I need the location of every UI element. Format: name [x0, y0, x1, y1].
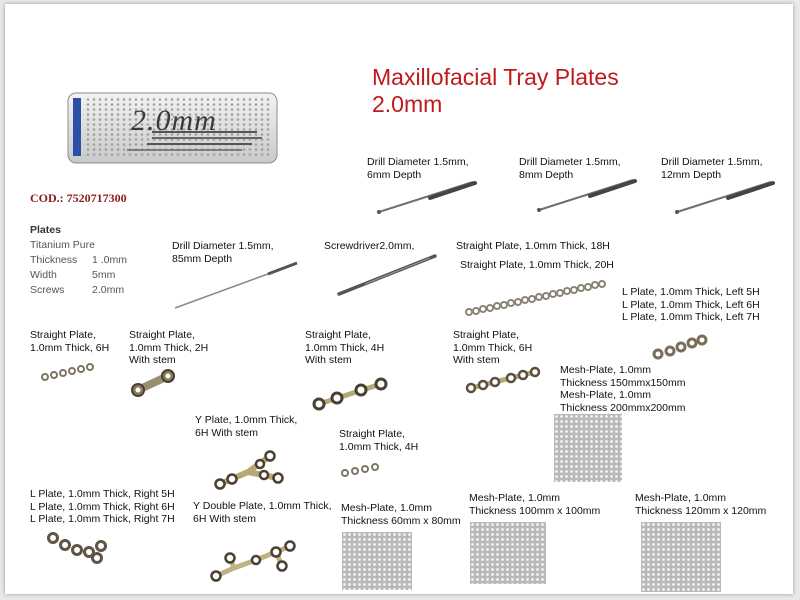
- drill-8mm-image: [535, 174, 645, 214]
- mesh-100-image: [470, 522, 548, 584]
- mesh-120-image: [641, 522, 723, 592]
- drill-8mm-label: Drill Diameter 1.5mm, 8mm Depth: [519, 156, 621, 181]
- mesh-150-200-image: [554, 414, 624, 484]
- mesh-100-label: Mesh-Plate, 1.0mm Thickness 100mm x 100mm: [469, 492, 601, 517]
- spec-row: Thickness 1 .0mm: [30, 254, 128, 266]
- drill-6mm-image: [375, 176, 485, 216]
- specs-heading: Plates: [30, 224, 61, 236]
- plate-specs: [30, 223, 127, 298]
- straight-plate-18h-20h-image: [463, 280, 613, 320]
- straight-4h-stem-image: [311, 374, 391, 414]
- straight-20h-label: Straight Plate, 1.0mm Thick, 20H: [460, 259, 614, 271]
- screwdriver-image: [335, 250, 445, 300]
- straight-4h-stem-label: Straight Plate, 1.0mm Thick, 4H With stem: [305, 329, 385, 366]
- tray-image: [67, 92, 278, 164]
- straight-2h-stem-image: [130, 366, 180, 398]
- drill-85mm-label: Drill Diameter 1.5mm, 85mm Depth: [172, 240, 274, 265]
- straight-6h-stem-image: [465, 366, 545, 396]
- specs-material: Titanium Pure: [30, 239, 95, 251]
- straight-2h-stem-label: Straight Plate, 1.0mm Thick, 2H With stem: [129, 329, 209, 366]
- straight-4h-image: [340, 460, 385, 480]
- y-double-plate-label: Y Double Plate, 1.0mm Thick, 6H With stem: [193, 500, 332, 525]
- tray-label: 2.0mm: [131, 104, 217, 137]
- straight-6h-image: [40, 362, 100, 382]
- l-plate-left-label: L Plate, 1.0mm Thick, Left 5H L Plate, 1.0mm Thick, Left 6H L Plate, 1.0mm Thick, Left 7H: [622, 286, 760, 323]
- drill-6mm-label: Drill Diameter 1.5mm, 6mm Depth: [367, 156, 469, 181]
- y-double-plate-image: [210, 540, 300, 585]
- title-line-1: Maxillofacial Tray Plates: [372, 64, 619, 90]
- product-code: COD.: 7520717300: [30, 191, 127, 205]
- drill-12mm-image: [673, 176, 783, 216]
- mesh-60-80-image: [342, 532, 414, 592]
- page-title: [372, 64, 619, 118]
- mesh-150-200-label: Mesh-Plate, 1.0mm Thickness 150mmx150mm Mesh-Plate, 1.0mm Thickness 200mmx200mm: [560, 364, 686, 414]
- straight-6h-stem-label: Straight Plate, 1.0mm Thick, 6H With stem: [453, 329, 533, 366]
- title-line-2: 2.0mm: [372, 91, 443, 117]
- drill-85mm-image: [173, 260, 303, 310]
- l-plate-left-image: [650, 334, 710, 364]
- l-plate-right-image: [45, 530, 115, 570]
- spec-row: Screws 2.0mm: [30, 284, 125, 296]
- y-plate-label: Y Plate, 1.0mm Thick, 6H With stem: [195, 414, 298, 439]
- drill-12mm-label: Drill Diameter 1.5mm, 12mm Depth: [661, 156, 763, 181]
- spec-row: Width 5mm: [30, 269, 116, 281]
- y-plate-image: [212, 444, 292, 494]
- straight-18h-label: Straight Plate, 1.0mm Thick, 18H: [456, 240, 610, 252]
- catalog-page: [5, 4, 793, 594]
- straight-4h-label: Straight Plate, 1.0mm Thick, 4H: [339, 428, 419, 453]
- screwdriver-label: Screwdriver2.0mm,: [324, 240, 415, 252]
- straight-6h-label: Straight Plate, 1.0mm Thick, 6H: [30, 329, 110, 354]
- mesh-60-80-label: Mesh-Plate, 1.0mm Thickness 60mm x 80mm: [341, 502, 461, 527]
- mesh-120-label: Mesh-Plate, 1.0mm Thickness 120mm x 120mm: [635, 492, 767, 517]
- l-plate-right-label: L Plate, 1.0mm Thick, Right 5H L Plate, 1.0mm Thick, Right 6H L Plate, 1.0mm Thick, Right 7H: [30, 488, 175, 525]
